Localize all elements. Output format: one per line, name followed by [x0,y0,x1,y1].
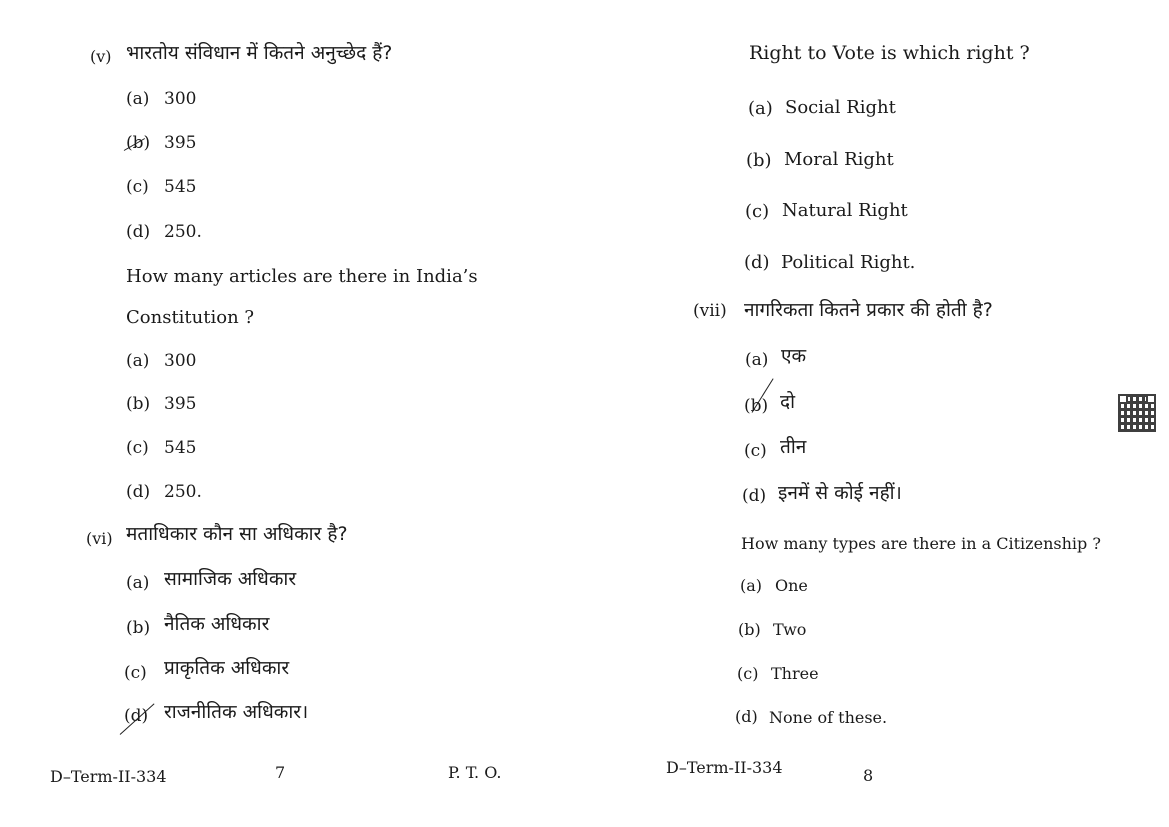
option-text: Natural Right [782,200,908,221]
option-text: राजनीतिक अधिकार। [164,701,309,723]
option-label: (c) [126,438,149,458]
option-text: नैतिक अधिकार [164,613,270,635]
option-label: (b) [744,396,769,416]
option-label: (d) [742,486,767,506]
option-text: इनमें से कोई नहीं। [778,482,902,504]
option-text: Moral Right [784,149,894,170]
page-number: 7 [275,763,286,782]
question-text-hindi: मताधिकार कौन सा अधिकार है? [126,523,348,545]
option-label: (b) [126,133,151,153]
option-text: 545 [164,438,197,458]
option-label: (b) [746,150,772,171]
option-text: एक [781,345,807,367]
option-text: सामाजिक अधिकार [164,568,297,590]
option-label: (c) [744,441,767,461]
option-label: (d) [735,707,758,726]
option-text: Social Right [785,97,896,118]
question-number: (vii) [693,301,727,321]
option-label: (c) [126,177,149,197]
option-text: Three [771,664,819,683]
option-text: 300 [164,89,197,109]
option-label: (b) [126,618,151,638]
question-number: (v) [90,47,112,66]
question-text-hindi: नागरिकता कितने प्रकार की होती है? [744,299,993,321]
option-text: Political Right. [781,252,916,273]
question-text-english: How many articles are there in India’s [126,266,478,287]
question-text-english: Right to Vote is which right ? [749,42,1030,64]
option-text: 545 [164,177,197,197]
option-label: (a) [745,350,769,370]
question-text-english: How many types are there in a Citizenship ? [741,534,1101,553]
option-text: तीन [780,436,807,458]
question-number: (vi) [86,529,113,548]
option-label: (a) [748,98,773,119]
option-label: (b) [738,620,761,639]
option-text: Two [773,620,807,639]
qr-code-icon [1118,394,1156,432]
question-text-english: Constitution ? [126,307,255,328]
paper-code: D–Term-II-334 [50,767,167,786]
option-label: (b) [126,394,151,414]
pto-label: P. T. O. [448,763,502,782]
option-label: (a) [126,351,150,371]
option-text: 395 [164,394,197,414]
option-label: (c) [737,664,759,683]
option-label: (a) [126,89,150,109]
option-label: (d) [124,706,149,726]
option-text: None of these. [769,708,888,727]
option-label: (c) [745,201,770,222]
option-label: (d) [126,222,151,242]
option-text: 300 [164,351,197,371]
paper-code: D–Term-II-334 [666,758,783,777]
option-label: (d) [744,252,770,273]
option-text: 250. [164,222,202,242]
option-label: (c) [124,663,147,683]
option-text: One [775,576,808,595]
page-number: 8 [863,766,874,785]
option-label: (d) [126,482,151,502]
option-text: 250. [164,482,202,502]
option-text: दो [780,391,796,413]
option-text: प्राकृतिक अधिकार [164,657,290,679]
option-text: 395 [164,133,197,153]
option-label: (a) [740,576,763,595]
option-label: (a) [126,573,150,593]
question-text-hindi: भारतोय संविधान में कितने अनुच्छेद हैं? [126,42,393,64]
